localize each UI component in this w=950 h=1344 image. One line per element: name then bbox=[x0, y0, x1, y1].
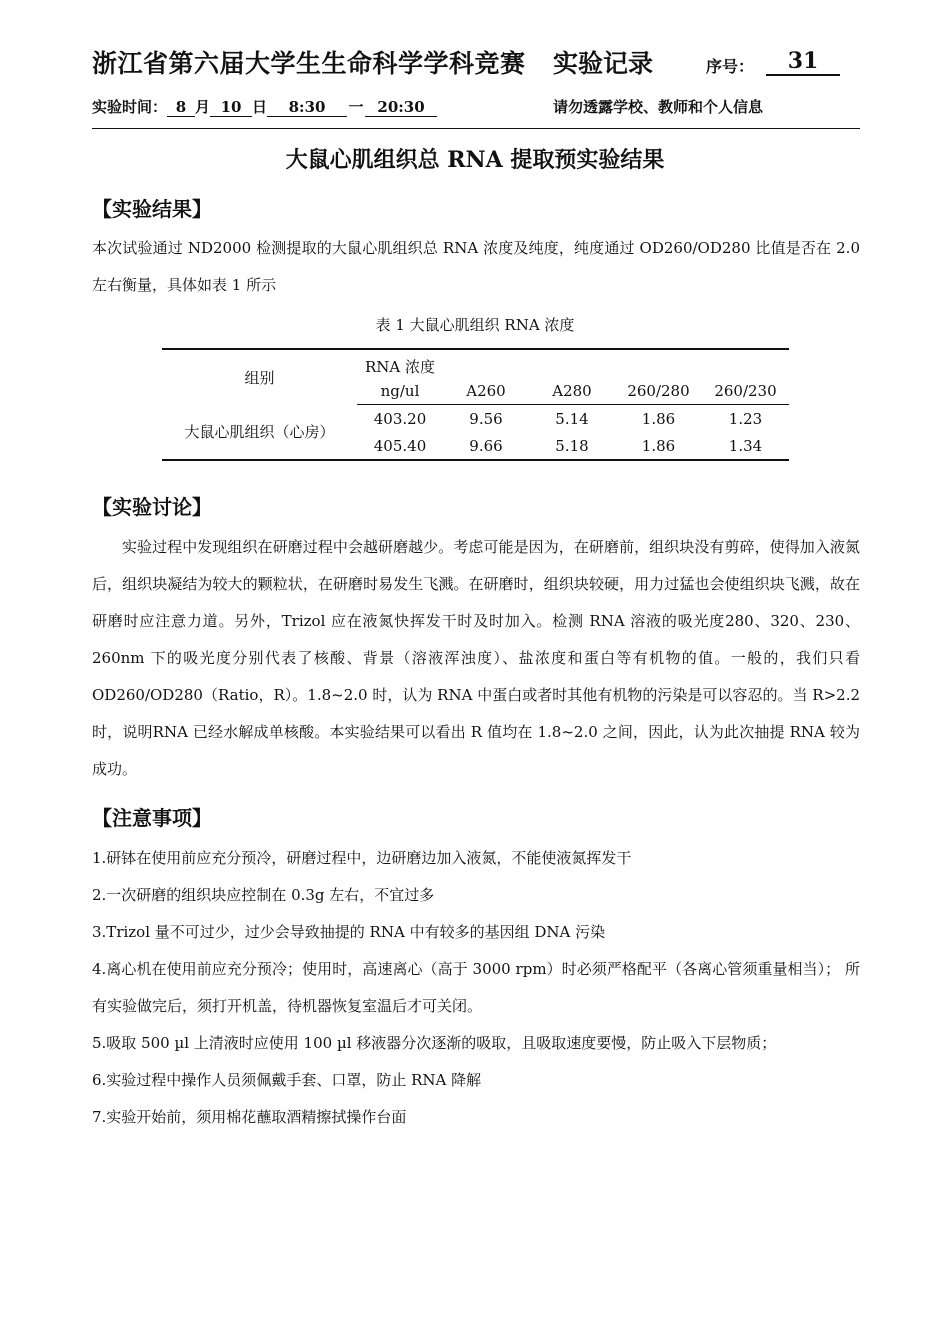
table-cell: 9.66 bbox=[469, 436, 503, 455]
table-cell: 1.86 bbox=[641, 436, 676, 455]
results-heading: 【实验结果】 bbox=[92, 197, 212, 221]
list-item: 6.实验过程中操作人员须佩戴手套、口罩，防止 RNA 降解 bbox=[92, 1071, 482, 1089]
time-day: 10 bbox=[210, 98, 252, 117]
table-cell: 1.34 bbox=[728, 436, 763, 455]
col-ratio2-header: 260/230 bbox=[702, 377, 789, 405]
col-a260-header: A260 bbox=[443, 377, 529, 405]
time-day-unit: 日 bbox=[252, 98, 268, 116]
cautions-heading: 【注意事项】 bbox=[92, 806, 212, 830]
list-item: 3.Trizol 量不可过少，过少会导致抽提的 RNA 中有较多的基因组 DNA 污染 bbox=[92, 923, 606, 941]
cautions-list bbox=[92, 840, 860, 1136]
experiment-time bbox=[92, 96, 437, 117]
seq-label: 序号： bbox=[706, 57, 755, 76]
time-start: 8:30 bbox=[267, 98, 347, 117]
time-label: 实验时间： bbox=[92, 98, 168, 116]
table-row bbox=[162, 405, 789, 433]
group-name-cell: 大鼠心肌组织（心房） bbox=[184, 423, 335, 442]
time-month: 8 bbox=[167, 98, 195, 117]
list-item: 2.一次研磨的组织块应控制在 0.3g 左右，不宜过多 bbox=[92, 886, 435, 904]
table-cell: 5.18 bbox=[555, 436, 589, 455]
document-title: 大鼠心肌组织总 RNA 提取预实验结果 bbox=[285, 147, 665, 173]
time-dash: 一 bbox=[348, 98, 364, 116]
table-cell: 5.14 bbox=[555, 409, 589, 428]
header-divider bbox=[92, 128, 860, 129]
col-group-header: 组别 bbox=[244, 368, 275, 387]
seq-value: 31 bbox=[766, 48, 840, 76]
col-conc-header-line1: RNA 浓度 bbox=[364, 358, 436, 376]
privacy-notice: 请勿透露学校、教师和个人信息 bbox=[553, 98, 764, 116]
list-item: 7.实验开始前，须用棉花蘸取酒精擦拭操作台面 bbox=[92, 1108, 407, 1126]
discussion-text: 实验过程中发现组织在研磨过程中会越研磨越少。考虑可能是因为，在研磨前，组织块没有剪碎，使得加入液氮后，组织块凝结为较大的颗粒状，在研磨时易发生飞溅。在研磨时，组织块较硬，用力过猛也会使组织块飞溅，故在研磨时应注意力道。另外，Trizol 应在液氮快挥发干时及时加入。检测 RNA 溶液的吸光度280、320、230、260nm 下的吸光度分别代表了核酸、背景（溶液浑浊度）、盐浓度和蛋白等有机物的值。一般的，我们只看OD260/OD280（Ratio，R）。1.8~2.0 时，认为 RNA 中蛋白或者时其他有机物的污染是可以容忍的。当 R>2.2 时，说明RNA 已经水解成单核酸。本实验结果可以看出 R 值均在 1.8~2.0 之间，因此，认为此次抽提 RNA 较为成功。 bbox=[92, 538, 860, 778]
discussion-heading: 【实验讨论】 bbox=[92, 495, 212, 519]
competition-title: 浙江省第六届大学生生命科学学科竞赛 bbox=[92, 49, 526, 78]
time-end: 20:30 bbox=[365, 98, 437, 117]
table-cell: 1.23 bbox=[728, 409, 763, 428]
time-month-unit: 月 bbox=[195, 98, 211, 116]
table-cell: 1.86 bbox=[641, 409, 676, 428]
table-cell: 9.56 bbox=[469, 409, 503, 428]
rna-table bbox=[162, 348, 789, 461]
record-label: 实验记录 bbox=[553, 49, 654, 78]
col-a280-header: A280 bbox=[529, 377, 615, 405]
results-text: 本次试验通过 ND2000 检测提取的大鼠心肌组织总 RNA 浓度及纯度，纯度通过 OD260/OD280 比值是否在 2.0 左右衡量，具体如表 1 所示 bbox=[92, 239, 860, 294]
list-item: 5.吸取 500 µl 上清液时应使用 100 µl 移液器分次逐渐的吸取，且吸取速度要慢，防止吸入下层物质； bbox=[92, 1034, 777, 1052]
col-ratio1-header: 260/280 bbox=[615, 377, 702, 405]
list-item: 1.研钵在使用前应充分预冷，研磨过程中，边研磨边加入液氮，不能使液氮挥发干 bbox=[92, 849, 632, 867]
list-item: 4.离心机在使用前应充分预冷；使用时，高速离心（高于 3000 rpm）时必须严格配平（各离心管须重量相当）； 所有实验做完后，须打开机盖，待机器恢复室温后才可关闭。 bbox=[92, 960, 860, 1015]
col-conc-header-line2: ng/ul bbox=[357, 377, 443, 405]
table-caption: 表 1 大鼠心肌组织 RNA 浓度 bbox=[375, 316, 575, 334]
table-cell: 403.20 bbox=[373, 409, 427, 428]
table-cell: 405.40 bbox=[373, 436, 427, 455]
